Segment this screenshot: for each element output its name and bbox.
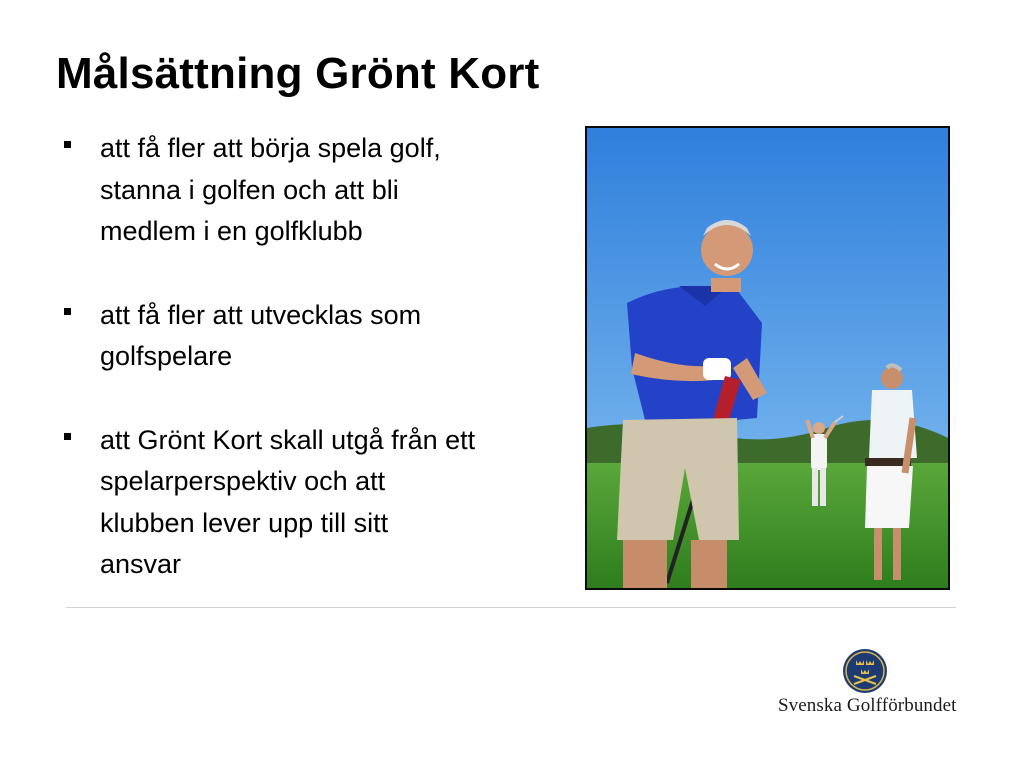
golf-course-illustration — [587, 128, 948, 588]
bullet-line: spelarperspektiv och att — [100, 466, 386, 496]
bullet-item — [62, 128, 587, 253]
bullet-text — [100, 295, 587, 378]
bullet-list — [62, 128, 587, 628]
organization-logo-text: Svenska Golfförbundet — [778, 695, 957, 716]
golfer-photo — [585, 126, 950, 590]
bullet-line: ansvar — [100, 549, 182, 579]
bullet-line: golfspelare — [100, 341, 233, 371]
bullet-line: att få fler att börja spela golf, — [100, 133, 441, 163]
bullet-line: att få fler att utvecklas som — [100, 299, 422, 330]
bullet-line: medlem i en golfklubb — [100, 216, 363, 246]
slide-title: Målsättning Grönt Kort — [56, 49, 540, 98]
bullet-line: stanna i golfen och att bli — [100, 174, 399, 205]
bullet-line: klubben lever upp till sitt — [100, 507, 389, 538]
bullet-item — [62, 295, 587, 378]
bullet-text — [100, 128, 587, 253]
bullet-text — [100, 420, 587, 586]
bullet-line: att Grönt Kort skall utgå från ett — [100, 424, 476, 455]
square-bullet-icon — [64, 308, 71, 315]
square-bullet-icon — [64, 433, 71, 440]
footer-divider — [66, 607, 956, 608]
bullet-item — [62, 420, 587, 586]
square-bullet-icon — [64, 141, 71, 148]
crown-emblem-icon — [842, 648, 888, 694]
